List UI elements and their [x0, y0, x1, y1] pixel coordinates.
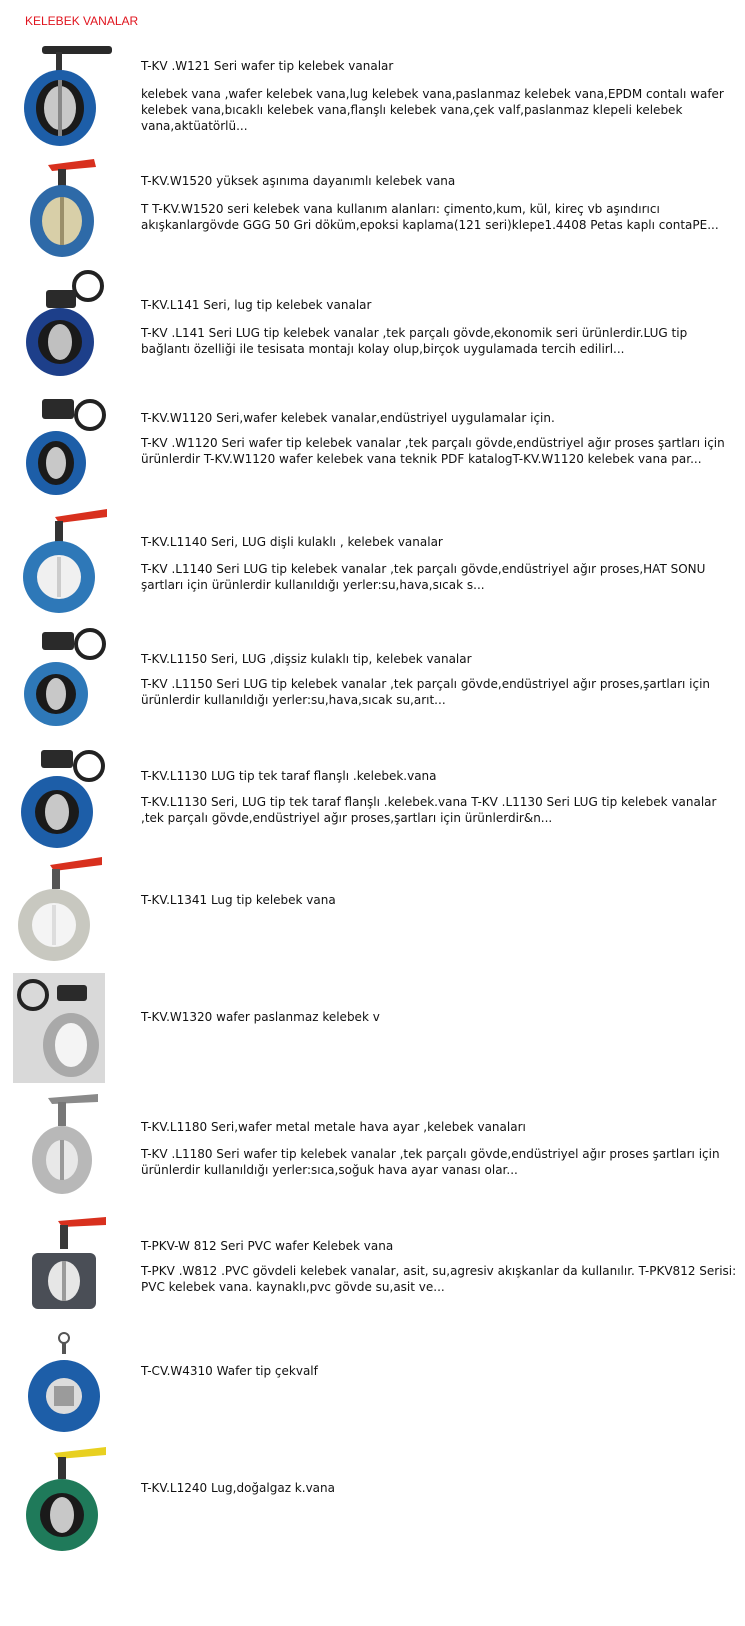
product-description: T-KV .W1120 Seri wafer tip kelebek vanalar ,tek parçalı gövde,endüstriyel ağır proses şartları için ürünlerdir T-KV.W1120 wafer kelebek vana teknik PDF katalogT-KV.W1120 kelebek vana par... — [141, 436, 725, 466]
page-title: KELEBEK VANALAR — [25, 14, 139, 28]
product-title[interactable]: T-KV.L1180 Seri,wafer metal metale hava ayar ,kelebek vanaları — [141, 1120, 526, 1134]
single-flange-lug-valve-gear-icon[interactable] — [15, 738, 115, 848]
product-description: T-KV .L1140 Seri LUG tip kelebek vanalar ,tek parçalı gövde,endüstriyel ağır proses,HAT SONU şartları için ürünlerdir kullanıldığı yerler:su,hava,sıcak s... — [141, 562, 706, 592]
product-title[interactable]: T-KV.L1130 LUG tip tek taraf flanşlı .kelebek.vana — [141, 769, 437, 783]
product-title[interactable]: T-PKV-W 812 Seri PVC wafer Kelebek vana — [141, 1239, 394, 1253]
product-title[interactable]: T-KV.L1341 Lug tip kelebek vana — [141, 893, 336, 907]
product-title[interactable]: T-KV.L1150 Seri, LUG ,dişsiz kulaklı tip, kelebek vanalar — [141, 652, 472, 666]
product-description: T-KV .L1150 Seri LUG tip kelebek vanalar ,tek parçalı gövde,endüstriyel ağır proses,şartları için ürünlerdir kullanıldığı yerler:su,hava,sıcak su,arıt... — [141, 677, 711, 707]
product-title[interactable]: T-KV .W121 Seri wafer tip kelebek vanalar — [141, 59, 394, 73]
product-description: T-KV .L1180 Seri wafer tip kelebek vanalar ,tek parçalı gövde,endüstriyel ağır proses şartları için ürünlerdir kullanıldığı yerler:sıca,soğuk hava ayar vanası olar... — [141, 1147, 720, 1177]
product-description: T-KV .L141 Seri LUG tip kelebek vanalar ,tek parçalı gövde,ekonomik seri ürünlerdir.LUG tip bağlantı özelliği ile tesisata montajı kolay olup,birçok uygulamada tercih edilirl... — [141, 326, 688, 356]
product-title[interactable]: T-KV.W1320 wafer paslanmaz kelebek v — [141, 1010, 380, 1024]
gas-lug-valve-yellow-lever-icon[interactable] — [18, 1445, 118, 1555]
product-description: kelebek vana ,wafer kelebek vana,lug kelebek vana,paslanmaz kelebek vana,EPDM contalı wafer kelebek vana,bıcaklı kelebek vana,flanşlı kelebek vana,çek valf,paslanmaz klepeli kelebek vana,aktüatörlü... — [141, 87, 724, 133]
wafer-butterfly-valve-lever-icon[interactable] — [12, 40, 112, 150]
product-description: T T-KV.W1520 seri kelebek vana kullanım alanları: çimento,kum, kül, kireç vb aşındırıcı akışkanlargövde GGG 50 Gri döküm,epoksi kaplama(121 seri)klepe1.4408 Petas kaplı contaPE... — [141, 202, 719, 232]
product-description: T-PKV .W812 .PVC gövdeli kelebek vanalar, asit, su,agresiv akışkanlar da kullanılır. T-PKV812 Serisi: PVC kelebek vana. kaynaklı,pvc gövde su,asit ve... — [141, 1264, 737, 1294]
grey-lug-valve-lever-icon[interactable] — [10, 855, 110, 965]
product-title[interactable]: T-KV.L1240 Lug,doğalgaz k.vana — [141, 1481, 335, 1495]
pvc-butterfly-valve-icon[interactable] — [18, 1213, 118, 1323]
product-description: T-KV.L1130 Seri, LUG tip tek taraf flanşlı .kelebek.vana T-KV .L1130 Seri LUG tip kelebek vanalar ,tek parçalı gövde,endüstriyel ağır proses,şartları için ürünlerdir&n... — [141, 795, 717, 825]
product-title[interactable]: T-KV.L141 Seri, lug tip kelebek vanalar — [141, 298, 372, 312]
threaded-lug-valve-lever-icon[interactable] — [15, 505, 115, 615]
product-title[interactable]: T-KV.W1120 Seri,wafer kelebek vanalar,endüstriyel uygulamalar için. — [141, 411, 555, 425]
wafer-check-valve-icon[interactable] — [18, 1330, 118, 1440]
stainless-wafer-valve-gear-icon[interactable] — [13, 973, 105, 1083]
metal-seat-wafer-valve-icon[interactable] — [18, 1090, 118, 1200]
product-title[interactable]: T-KV.W1520 yüksek aşınıma dayanımlı kelebek vana — [141, 174, 456, 188]
product-title[interactable]: T-KV.L1140 Seri, LUG dişli kulaklı , kelebek vanalar — [141, 535, 443, 549]
unthreaded-lug-valve-gear-icon[interactable] — [18, 620, 118, 730]
lug-butterfly-valve-gear-icon[interactable] — [18, 270, 118, 380]
wear-resistant-butterfly-valve-icon[interactable] — [18, 155, 118, 265]
industrial-wafer-valve-gear-icon[interactable] — [18, 385, 118, 495]
product-title[interactable]: T-CV.W4310 Wafer tip çekvalf — [141, 1364, 318, 1378]
